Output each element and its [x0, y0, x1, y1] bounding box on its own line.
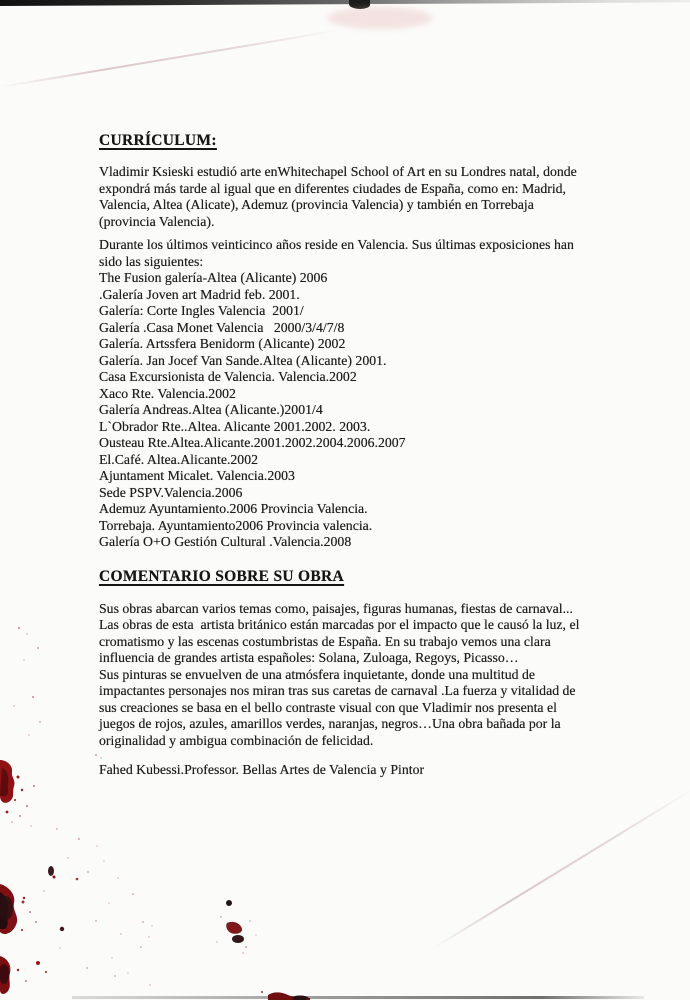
- exhibition-item: Xaco Rte. Valencia.2002: [99, 385, 236, 401]
- paper-crease-top-left: [0, 29, 340, 87]
- text-line: Las obras de esta artista británico están marcadas por el impacto que le causó la luz, el: [99, 617, 580, 632]
- text-line: (provincia Valencia).: [99, 213, 215, 229]
- text-line: Sus pinturas se envuelven de una atmósfera inquietante, donde una multitud de: [99, 666, 536, 682]
- ink-blob-bottom-left-corner: [0, 866, 78, 994]
- commentary-paragraph: [99, 601, 619, 750]
- exhibition-item: Ousteau Rte.Altea.Alicante.2001.2002.2004.2006.2007: [99, 435, 406, 450]
- exhibition-item: Galería. Jan Jocef Van Sande.Altea (Alicante) 2001.: [99, 352, 387, 368]
- text-line: influencia de grandes artista españoles: Solana, Zuloaga, Regoys, Picasso…: [99, 650, 519, 665]
- section-heading-commentary: COMENTARIO SOBRE SU OBRA: [99, 567, 345, 585]
- text-line: Sus obras abarcan varios temas como, paisajes, figuras humanas, fiestas de carnaval...: [99, 600, 573, 616]
- exhibition-item: .Galería Joven art Madrid feb. 2001.: [99, 286, 300, 302]
- exhibition-item: Torrebaja. Ayuntamiento2006 Provincia valencia.: [99, 517, 373, 533]
- exhibition-item: Ajuntament Micalet. Valencia.2003: [99, 468, 295, 483]
- exhibition-list: [99, 270, 619, 551]
- paper-crease-bottom-right: [432, 788, 690, 949]
- text-line: sus creaciones se basa en el bello contraste visual con que Vladimir nos presenta el: [99, 699, 557, 715]
- document-body: [99, 131, 619, 779]
- scanner-edge-bottom: [72, 996, 644, 999]
- text-line: expondrá más tarde al igual que en diferentes ciudades de España, como en: Madrid,: [99, 180, 567, 196]
- exhibition-item: El.Café. Altea.Alicante.2002: [99, 451, 258, 467]
- left-mid-speckles: [13, 627, 102, 759]
- text-line: juegos de rojos, azules, amarillos verdes, naranjas, negros…Una obra bañada por la: [99, 716, 561, 731]
- exhibition-item: Galería O+O Gestión Cultural .Valencia.2008: [99, 534, 352, 549]
- text-line: originalidad y ambigua combinación de felicidad.: [99, 732, 374, 748]
- exhibition-item: Ademuz Ayuntamiento.2006 Provincia Valencia.: [99, 501, 368, 516]
- ink-blob-bottom-center: [216, 900, 256, 954]
- residence-paragraph: [99, 237, 619, 270]
- text-line: cromatismo y las escenas costumbristas de España. En su trabajo vemos una clara: [99, 633, 551, 649]
- text-line: Durante los últimos veinticinco años reside en Valencia. Sus últimas exposiciones han: [99, 237, 574, 252]
- exhibition-item: Galería: Corte Ingles Valencia 2001/: [99, 303, 304, 318]
- scanner-edge-top: [0, 0, 690, 6]
- text-line: Valencia, Altea (Alicate), Ademuz (provincia Valencia) y también en Torrebaja: [99, 197, 534, 212]
- exhibition-item: Sede PSPV.Valencia.2006: [99, 484, 243, 500]
- pink-smudge-top: [328, 7, 432, 29]
- bottom-left-speckle-field: [11, 821, 153, 986]
- exhibition-item: L`Obrador Rte..Altea. Alicante 2001.2002. 2003.: [99, 418, 371, 434]
- exhibition-item: Galería .Casa Monet Valencia 2000/3/4/7/8: [99, 319, 345, 335]
- exhibition-item: Casa Excursionista de Valencia. Valencia.2002: [99, 369, 357, 384]
- section-heading-curriculum: CURRÍCULUM:: [99, 132, 217, 149]
- exhibition-item: Galería Andreas.Altea (Alicante.)2001/4: [99, 402, 323, 417]
- ink-blob-left-edge: [0, 760, 35, 817]
- text-line: sido las siguientes:: [99, 253, 204, 269]
- exhibition-item: The Fusion galería-Altea (Alicante) 2006: [99, 270, 328, 285]
- bio-paragraph: [99, 164, 619, 230]
- text-line: Vladimir Ksieski estudió arte enWhitechapel School of Art en su Londres natal, donde: [99, 164, 577, 179]
- signature-line: Fahed Kubessi.Professor. Bellas Artes de Valencia y Pintor: [99, 762, 425, 777]
- exhibition-item: Galería. Artssfera Benidorm (Alicante) 2002: [99, 336, 346, 351]
- text-line: impactantes personajes nos miran tras sus caretas de carnaval .La fuerza y vitalidad de: [99, 683, 576, 698]
